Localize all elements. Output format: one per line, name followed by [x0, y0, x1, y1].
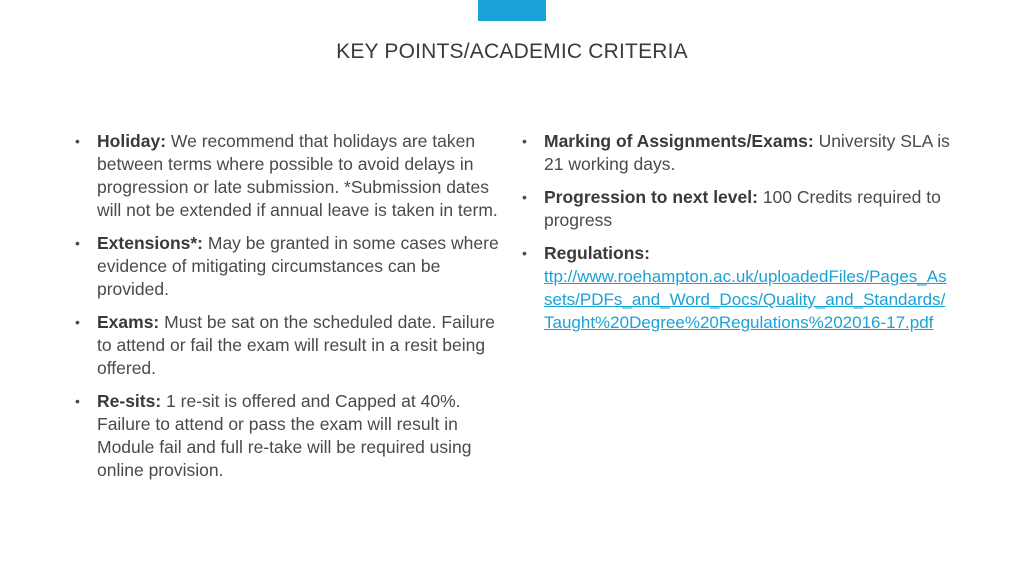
bullet-label: Holiday: — [97, 131, 167, 151]
bullet-text: Must be sat on the scheduled date. Failure to attend or fail the exam will result in a resit being offered. — [97, 312, 495, 378]
bullet-regulations — [522, 242, 952, 334]
bullet-label: Re-sits: — [97, 391, 162, 411]
bullet-resits — [75, 390, 505, 482]
bullet-dot-icon: • — [75, 393, 80, 409]
bullet-text: We recommend that holidays are taken between terms where possible to avoid delays in progression or late submission. *Submission dates will not be extended if annual leave is taken in term. — [97, 131, 498, 220]
bullet-progression — [522, 186, 952, 232]
bullet-text: University SLA is 21 working days. — [544, 131, 950, 174]
bullet-dot-icon: • — [75, 314, 80, 330]
bullet-dot-icon: • — [522, 133, 527, 149]
bullet-text: 1 re-sit is offered and Capped at 40%. Failure to attend or pass the exam will result in Module fail and full re-take will be required using online provision. — [97, 391, 472, 480]
left-column — [75, 130, 505, 492]
bullet-label: Exams: — [97, 312, 160, 332]
bullet-holiday — [75, 130, 505, 222]
bullet-label: Extensions*: — [97, 233, 203, 253]
bullet-label: Regulations: — [544, 243, 650, 263]
bullet-label: Marking of Assignments/Exams: — [544, 131, 814, 151]
bullet-extensions — [75, 232, 505, 301]
bullet-dot-icon: • — [522, 245, 527, 261]
right-column — [522, 130, 952, 344]
bullet-exams — [75, 311, 505, 380]
bullet-dot-icon: • — [75, 133, 80, 149]
bullet-dot-icon: • — [75, 235, 80, 251]
page-title: KEY POINTS/ACADEMIC CRITERIA — [336, 40, 688, 63]
bullet-marking — [522, 130, 952, 176]
accent-bar — [478, 0, 546, 21]
bullet-dot-icon: • — [522, 189, 527, 205]
bullet-text: 100 Credits required to progress — [544, 187, 941, 230]
regulations-link[interactable]: ttp://www.roehampton.ac.uk/uploadedFiles/Pages_Assets/PDFs_and_Word_Docs/Quality_and_Standards/Taught%20Degree%20Regulations%202016-17.pdf — [544, 267, 947, 332]
bullet-text: May be granted in some cases where evidence of mitigating circumstances can be provided. — [97, 233, 499, 299]
bullet-label: Progression to next level: — [544, 187, 758, 207]
